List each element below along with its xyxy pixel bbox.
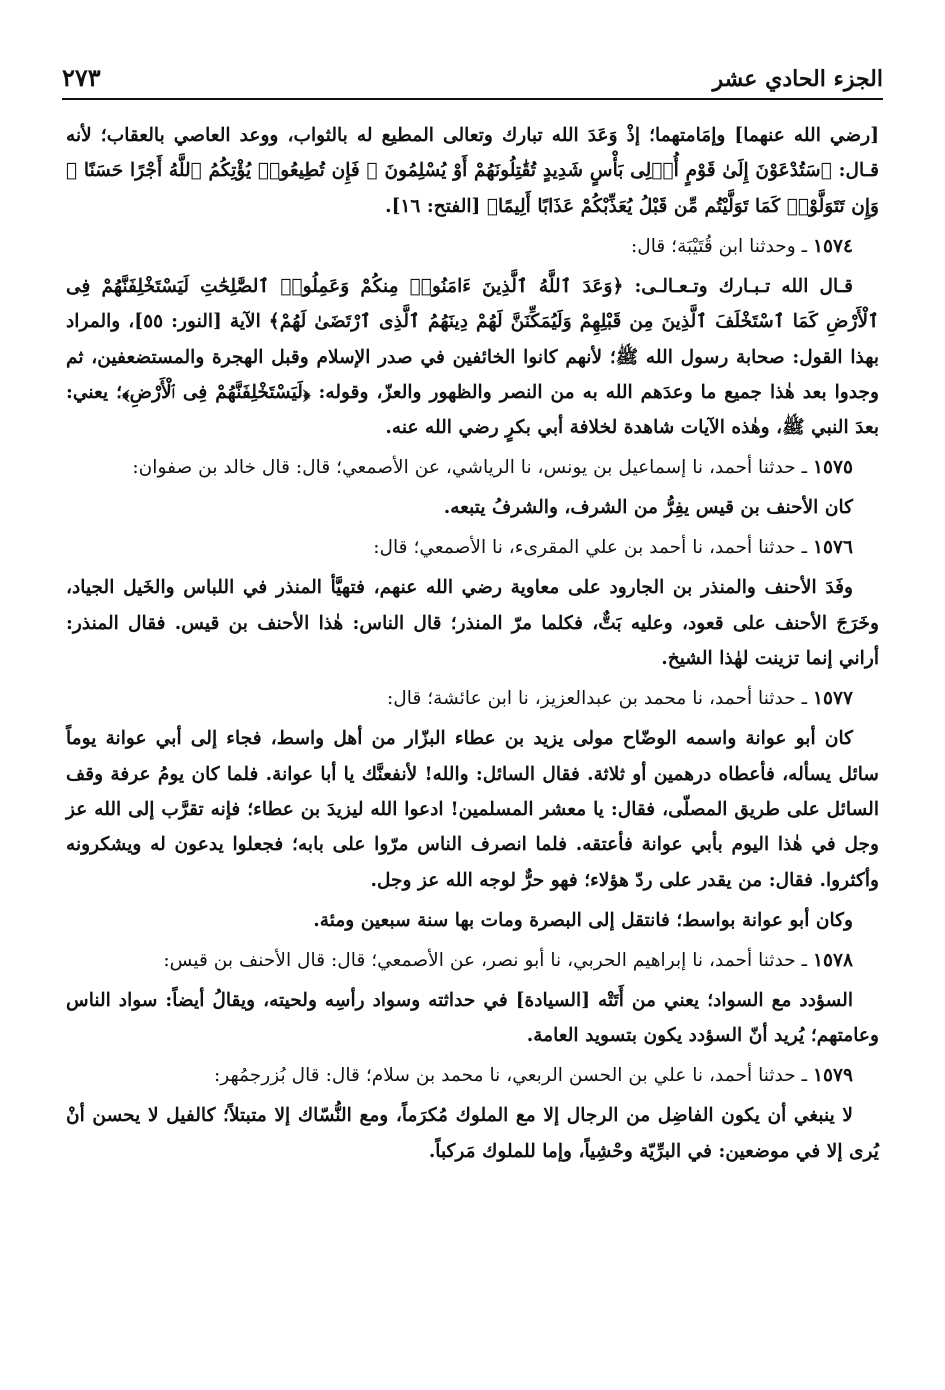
paragraph-text: وفَدَ الأحنف والمنذر بن الجارود على معاوية رضي الله عنهم، فتهيَّأ المنذر في اللباس والخَيل الجياد، وخَرَجَ الأحنف على قعود، وعليه بَتٌّ، فكلما مرّ المنذر؛ قال الناس: هٰذا الأحنف بن قيس. فقال المنذر: أراني إنما تزينت لهٰذا الشيخ. (66, 577, 879, 670)
paragraph-text: ـ حدثنا أحمد، نا إبراهيم الحربي، نا أبو نصر، عن الأصمعي؛ قال: قال الأحنف بن قيس: (163, 949, 814, 971)
paragraph-text: ـ حدثنا أحمد، نا إسماعيل بن يونس، نا الرياشي، عن الأصمعي؛ قال: قال خالد بن صفوان: (132, 457, 814, 479)
paragraph-text: [رضي الله عنهما] وإمَامتهما؛ إذْ وَعَدَ الله تبارك وتعالى المطيع له بالثواب، ووعد العاصي بالعقاب؛ لأنه قـال: ﴿سَتُدْعَوْنَ إِلَىٰ قَوْمٍ أُو۟لِى بَأْسٍ شَدِيدٍ تُقَٰتِلُونَهُمْ أَوْ يُسْلِمُونَ ۖ فَإِن تُطِيعُوا۟ يُؤْتِكُمُ ٱللَّهُ أَجْرًا حَسَنًا ۖ وَإِن تَتَوَلَّوْا۟ كَمَا تَوَلَّيْتُم مِّن قَبْلُ يُعَذِّبْكُمْ عَذَابًا أَلِيمًا﴾ [الفتح: ١٦]. (66, 125, 879, 217)
entry-number: ١٥٧٧ (813, 688, 853, 710)
paragraph-text: ـ وحدثنا ابن قُتَيْبَة؛ قال: (630, 235, 814, 257)
hadith-isnad-١٥٧٩ (66, 1058, 879, 1093)
page-body (66, 118, 879, 1174)
entry-number: ١٥٧٤ (813, 235, 853, 257)
paragraph (66, 721, 879, 898)
paragraph (66, 1098, 879, 1169)
page-number: ٢٧٣ (62, 63, 101, 92)
page-header (62, 48, 883, 100)
paragraph (66, 269, 879, 446)
paragraph (66, 490, 879, 525)
paragraph-text: ـ حدثنا أحمد، نا محمد بن عبدالعزيز، نا ابن عائشة؛ قال: (387, 688, 814, 710)
entry-number: ١٥٧٥ (813, 457, 853, 479)
paragraph-text: قـال الله تـبـارك وتـعـالـى: ﴿وَعَدَ ٱللَّهُ ٱلَّذِينَ ءَامَنُوا۟ مِنكُمْ وَعَمِلُوا۟ ٱلصَّٰلِحَٰتِ لَيَسْتَخْلِفَنَّهُمْ فِى ٱلْأَرْضِ كَمَا ٱسْتَخْلَفَ ٱلَّذِينَ مِن قَبْلِهِمْ وَلَيُمَكِّنَنَّ لَهُمْ دِينَهُمُ ٱلَّذِى ٱرْتَضَىٰ لَهُمْ﴾ الآية [النور: ٥٥]، والمراد بهذا القول: صحابة رسول الله ﷺ؛ لأنهم كانوا الخائفين في صدر الإسلام وقبل الهجرة والمستضعفين، ثم وجدوا بعد هٰذا جميع ما وعدَهم الله به من النصر والظهور والعزّ، وقوله: ﴿لَيَسْتَخْلِفَنَّهُمْ فِى ٱلْأَرْضِ﴾؛ يعني: بعدَ النبي ﷺ، وهٰذه الآيات شاهدة لخلافة أبي بكرٍ رضي الله عنه. (66, 275, 879, 439)
paragraph-text: السؤدد مع السواد؛ يعني من أَتَتْه [السيادة] في حداثته وسواد رأسِه ولحيته، ويقالُ أيضاً: سواد الناس وعامتهم؛ يُريد أنّ السؤدد يكون بتسويد العامة. (66, 989, 879, 1047)
paragraph (66, 903, 879, 938)
paragraph (66, 118, 879, 224)
paragraph-text: كان أبو عوانة واسمه الوضّاح مولى يزيد بن عطاء البزّار من أهل واسط، فجاء إلى أبي عوانة يوماً سائل يسأله، فأعطاه درهمين أو ثلاثة. فقال السائل: والله! لأنفعنَّك يا أبا عوانة. فلما كان يومُ عرفة وقف السائل على طريق المصلّى، فقال: يا معشر المسلمين! ادعوا الله ليزيدَ بن عطاء؛ فإنه تقرَّب إلى الله عز وجل في هٰذا اليوم بأبي عوانة فأعتقه. فلما انصرف الناس مرّوا على بابه؛ فجعلوا يدعون له ويشكرونه وأكثروا. فقال: من يقدر على ردّ هؤلاء؛ فهو حرٌّ لوجه الله عز وجل. (66, 728, 879, 891)
entry-number: ١٥٧٦ (813, 537, 853, 559)
hadith-isnad-١٥٧٥ (66, 450, 879, 485)
entry-number: ١٥٧٨ (813, 949, 853, 971)
paragraph-text: ـ حدثنا أحمد، نا أحمد بن علي المقرىء، نا الأصمعي؛ قال: (373, 537, 814, 559)
hadith-isnad-١٥٧٨ (66, 943, 879, 978)
paragraph-text: كان الأحنف بن قيس يفِرُّ من الشرف، والشرفُ يتبعه. (443, 497, 853, 519)
paragraph (66, 570, 879, 676)
hadith-isnad-١٥٧٤ (66, 229, 879, 264)
hadith-isnad-١٥٧٧ (66, 681, 879, 716)
hadith-isnad-١٥٧٦ (66, 530, 879, 565)
paragraph (66, 983, 879, 1054)
paragraph-text: ـ حدثنا أحمد، نا علي بن الحسن الربعي، نا محمد بن سلام؛ قال: قال بُزرجمُهر: (213, 1065, 814, 1087)
entry-number: ١٥٧٩ (813, 1065, 853, 1087)
paragraph-text: لا ينبغي أن يكون الفاضِل من الرجال إلا مع الملوك مُكرَماً، ومع النُّسّاك إلا متبتلاً؛ كالفيل لا يحسن أنْ يُرى إلا في موضعين: في البرِّيّة وحْشِياً، وإما للملوك مَركباً. (66, 1105, 879, 1162)
running-title: الجزء الحادي عشر (712, 66, 883, 92)
paragraph-text: وكان أبو عوانة بواسط؛ فانتقل إلى البصرة ومات بها سنة سبعين ومئة. (313, 909, 853, 931)
